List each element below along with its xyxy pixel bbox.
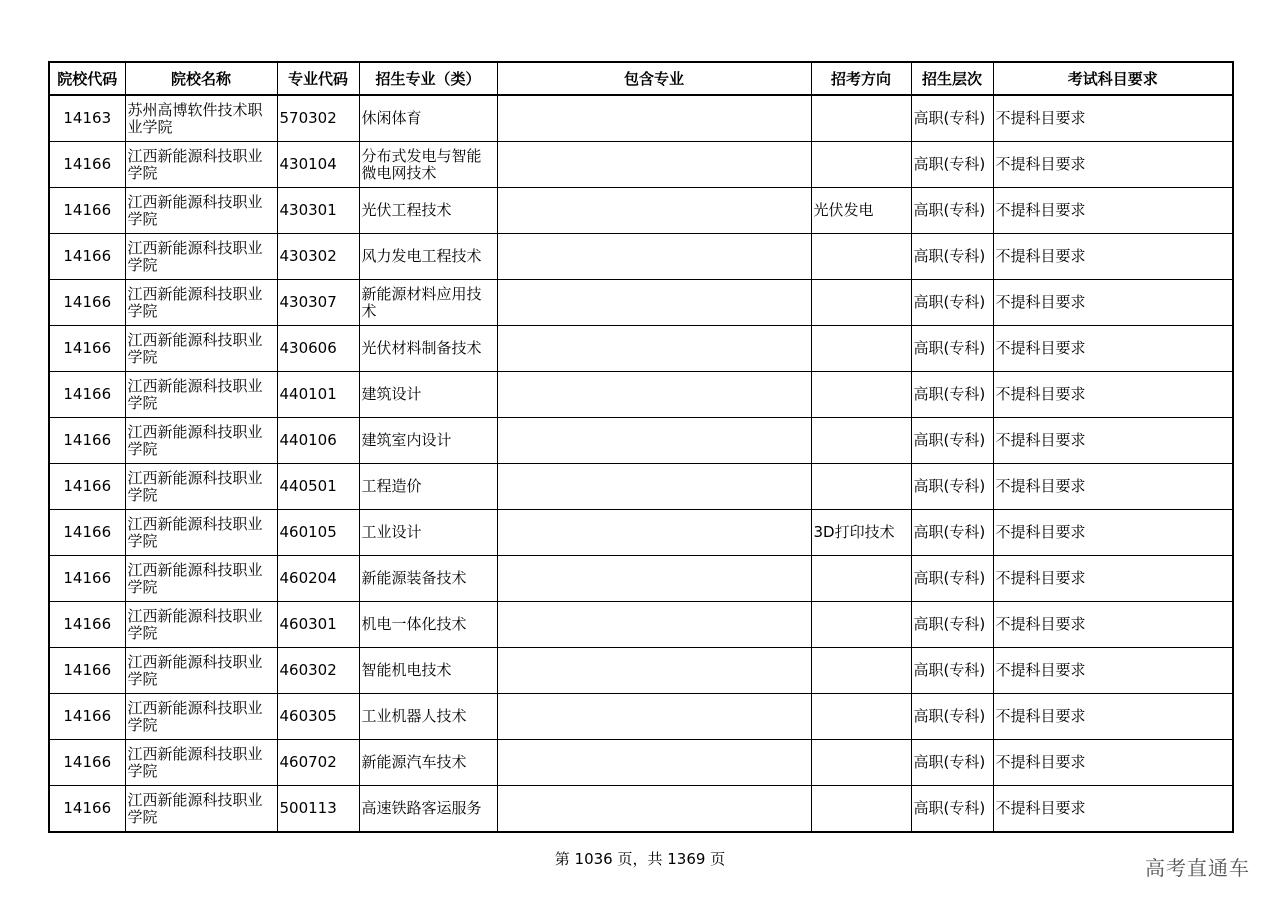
table-row: [49, 280, 1233, 326]
cell-level: 高职(专科): [911, 234, 993, 280]
cell-subject-requirement: 不提科目要求: [993, 280, 1233, 326]
cell-included-majors: [497, 694, 811, 740]
cell-direction: [811, 556, 911, 602]
cell-direction: [811, 418, 911, 464]
cell-major: 新能源材料应用技术: [359, 280, 497, 326]
cell-major: 工业机器人技术: [359, 694, 497, 740]
cell-school-code: 14166: [49, 418, 125, 464]
cell-major: 智能机电技术: [359, 648, 497, 694]
cell-level: 高职(专科): [911, 372, 993, 418]
table-row: [49, 464, 1233, 510]
cell-school-name: 江西新能源科技职业学院: [125, 372, 277, 418]
header-school-name: 院校名称: [125, 62, 277, 95]
cell-direction: [811, 142, 911, 188]
cell-direction: [811, 786, 911, 833]
cell-major-code: 430606: [277, 326, 359, 372]
cell-included-majors: [497, 740, 811, 786]
cell-subject-requirement: 不提科目要求: [993, 418, 1233, 464]
cell-included-majors: [497, 464, 811, 510]
cell-school-code: 14166: [49, 142, 125, 188]
cell-major-code: 460105: [277, 510, 359, 556]
cell-direction: [811, 326, 911, 372]
table-row: [49, 188, 1233, 234]
cell-school-name: 江西新能源科技职业学院: [125, 234, 277, 280]
cell-school-name: 苏州高博软件技术职业学院: [125, 95, 277, 142]
table-row: [49, 372, 1233, 418]
cell-school-code: 14166: [49, 326, 125, 372]
cell-school-name: 江西新能源科技职业学院: [125, 326, 277, 372]
table-row: [49, 326, 1233, 372]
header-major: 招生专业（类）: [359, 62, 497, 95]
cell-school-name: 江西新能源科技职业学院: [125, 602, 277, 648]
cell-major-code: 440501: [277, 464, 359, 510]
cell-included-majors: [497, 510, 811, 556]
cell-subject-requirement: 不提科目要求: [993, 740, 1233, 786]
cell-major: 休闲体育: [359, 95, 497, 142]
cell-major-code: 430302: [277, 234, 359, 280]
cell-major: 光伏材料制备技术: [359, 326, 497, 372]
cell-school-code: 14166: [49, 234, 125, 280]
cell-included-majors: [497, 234, 811, 280]
cell-school-name: 江西新能源科技职业学院: [125, 556, 277, 602]
cell-major-code: 460305: [277, 694, 359, 740]
cell-school-code: 14166: [49, 648, 125, 694]
cell-major: 高速铁路客运服务: [359, 786, 497, 833]
cell-direction: [811, 234, 911, 280]
cell-direction: [811, 694, 911, 740]
cell-school-code: 14166: [49, 740, 125, 786]
table-row: [49, 95, 1233, 142]
cell-level: 高职(专科): [911, 694, 993, 740]
cell-included-majors: [497, 326, 811, 372]
cell-level: 高职(专科): [911, 648, 993, 694]
cell-level: 高职(专科): [911, 326, 993, 372]
cell-subject-requirement: 不提科目要求: [993, 326, 1233, 372]
cell-subject-requirement: 不提科目要求: [993, 142, 1233, 188]
cell-level: 高职(专科): [911, 740, 993, 786]
cell-major-code: 430307: [277, 280, 359, 326]
cell-subject-requirement: 不提科目要求: [993, 464, 1233, 510]
header-school-code: 院校代码: [49, 62, 125, 95]
table-header-row: [49, 62, 1233, 95]
cell-major-code: 460204: [277, 556, 359, 602]
cell-included-majors: [497, 648, 811, 694]
cell-level: 高职(专科): [911, 418, 993, 464]
cell-level: 高职(专科): [911, 602, 993, 648]
header-included-majors: 包含专业: [497, 62, 811, 95]
cell-subject-requirement: 不提科目要求: [993, 510, 1233, 556]
cell-direction: [811, 740, 911, 786]
cell-major: 工业设计: [359, 510, 497, 556]
cell-school-code: 14166: [49, 510, 125, 556]
cell-level: 高职(专科): [911, 556, 993, 602]
page-number: 第 1036 页，共 1369 页: [554, 850, 726, 868]
cell-major-code: 440101: [277, 372, 359, 418]
cell-major: 新能源汽车技术: [359, 740, 497, 786]
cell-school-code: 14166: [49, 372, 125, 418]
cell-major: 分布式发电与智能微电网技术: [359, 142, 497, 188]
cell-school-code: 14166: [49, 786, 125, 833]
header-subject-requirement: 考试科目要求: [993, 62, 1233, 95]
cell-major-code: 440106: [277, 418, 359, 464]
cell-subject-requirement: 不提科目要求: [993, 602, 1233, 648]
cell-major-code: 430104: [277, 142, 359, 188]
header-level: 招生层次: [911, 62, 993, 95]
cell-major-code: 460301: [277, 602, 359, 648]
watermark: 高考直通车: [1145, 856, 1250, 880]
cell-level: 高职(专科): [911, 464, 993, 510]
cell-level: 高职(专科): [911, 280, 993, 326]
table-row: [49, 142, 1233, 188]
cell-subject-requirement: 不提科目要求: [993, 372, 1233, 418]
cell-subject-requirement: 不提科目要求: [993, 188, 1233, 234]
cell-school-name: 江西新能源科技职业学院: [125, 188, 277, 234]
cell-school-name: 江西新能源科技职业学院: [125, 418, 277, 464]
cell-included-majors: [497, 602, 811, 648]
cell-school-code: 14166: [49, 556, 125, 602]
cell-school-name: 江西新能源科技职业学院: [125, 648, 277, 694]
cell-major: 工程造价: [359, 464, 497, 510]
table-row: [49, 786, 1233, 833]
cell-included-majors: [497, 95, 811, 142]
cell-school-code: 14163: [49, 95, 125, 142]
cell-included-majors: [497, 188, 811, 234]
cell-school-name: 江西新能源科技职业学院: [125, 464, 277, 510]
cell-level: 高职(专科): [911, 142, 993, 188]
cell-major: 光伏工程技术: [359, 188, 497, 234]
cell-school-code: 14166: [49, 188, 125, 234]
cell-direction: [811, 464, 911, 510]
cell-school-name: 江西新能源科技职业学院: [125, 280, 277, 326]
cell-level: 高职(专科): [911, 786, 993, 833]
cell-direction: [811, 372, 911, 418]
cell-major-code: 570302: [277, 95, 359, 142]
cell-major: 建筑室内设计: [359, 418, 497, 464]
table-body: [49, 95, 1233, 832]
header-major-code: 专业代码: [277, 62, 359, 95]
cell-major: 风力发电工程技术: [359, 234, 497, 280]
cell-major: 机电一体化技术: [359, 602, 497, 648]
table-row: [49, 234, 1233, 280]
cell-subject-requirement: 不提科目要求: [993, 694, 1233, 740]
cell-school-name: 江西新能源科技职业学院: [125, 786, 277, 833]
header-direction: 招考方向: [811, 62, 911, 95]
cell-direction: [811, 95, 911, 142]
cell-included-majors: [497, 418, 811, 464]
cell-subject-requirement: 不提科目要求: [993, 786, 1233, 833]
cell-major-code: 430301: [277, 188, 359, 234]
cell-major-code: 460702: [277, 740, 359, 786]
cell-included-majors: [497, 280, 811, 326]
cell-school-name: 江西新能源科技职业学院: [125, 694, 277, 740]
cell-school-code: 14166: [49, 602, 125, 648]
cell-school-name: 江西新能源科技职业学院: [125, 740, 277, 786]
table-row: [49, 602, 1233, 648]
table-row: [49, 556, 1233, 602]
table-row: [49, 648, 1233, 694]
cell-school-code: 14166: [49, 464, 125, 510]
cell-included-majors: [497, 556, 811, 602]
cell-subject-requirement: 不提科目要求: [993, 234, 1233, 280]
enrollment-table: [48, 61, 1234, 833]
cell-school-name: 江西新能源科技职业学院: [125, 510, 277, 556]
cell-included-majors: [497, 142, 811, 188]
cell-level: 高职(专科): [911, 188, 993, 234]
cell-direction: [811, 280, 911, 326]
cell-major-code: 460302: [277, 648, 359, 694]
cell-level: 高职(专科): [911, 95, 993, 142]
table-row: [49, 418, 1233, 464]
cell-school-name: 江西新能源科技职业学院: [125, 142, 277, 188]
cell-subject-requirement: 不提科目要求: [993, 648, 1233, 694]
cell-direction: [811, 648, 911, 694]
cell-level: 高职(专科): [911, 510, 993, 556]
table-row: [49, 694, 1233, 740]
cell-subject-requirement: 不提科目要求: [993, 95, 1233, 142]
cell-included-majors: [497, 786, 811, 833]
cell-included-majors: [497, 372, 811, 418]
table-row: [49, 510, 1233, 556]
cell-direction: 3D打印技术: [811, 510, 911, 556]
cell-school-code: 14166: [49, 694, 125, 740]
cell-major: 新能源装备技术: [359, 556, 497, 602]
cell-subject-requirement: 不提科目要求: [993, 556, 1233, 602]
cell-school-code: 14166: [49, 280, 125, 326]
cell-major: 建筑设计: [359, 372, 497, 418]
table-row: [49, 740, 1233, 786]
cell-major-code: 500113: [277, 786, 359, 833]
cell-direction: 光伏发电: [811, 188, 911, 234]
cell-direction: [811, 602, 911, 648]
